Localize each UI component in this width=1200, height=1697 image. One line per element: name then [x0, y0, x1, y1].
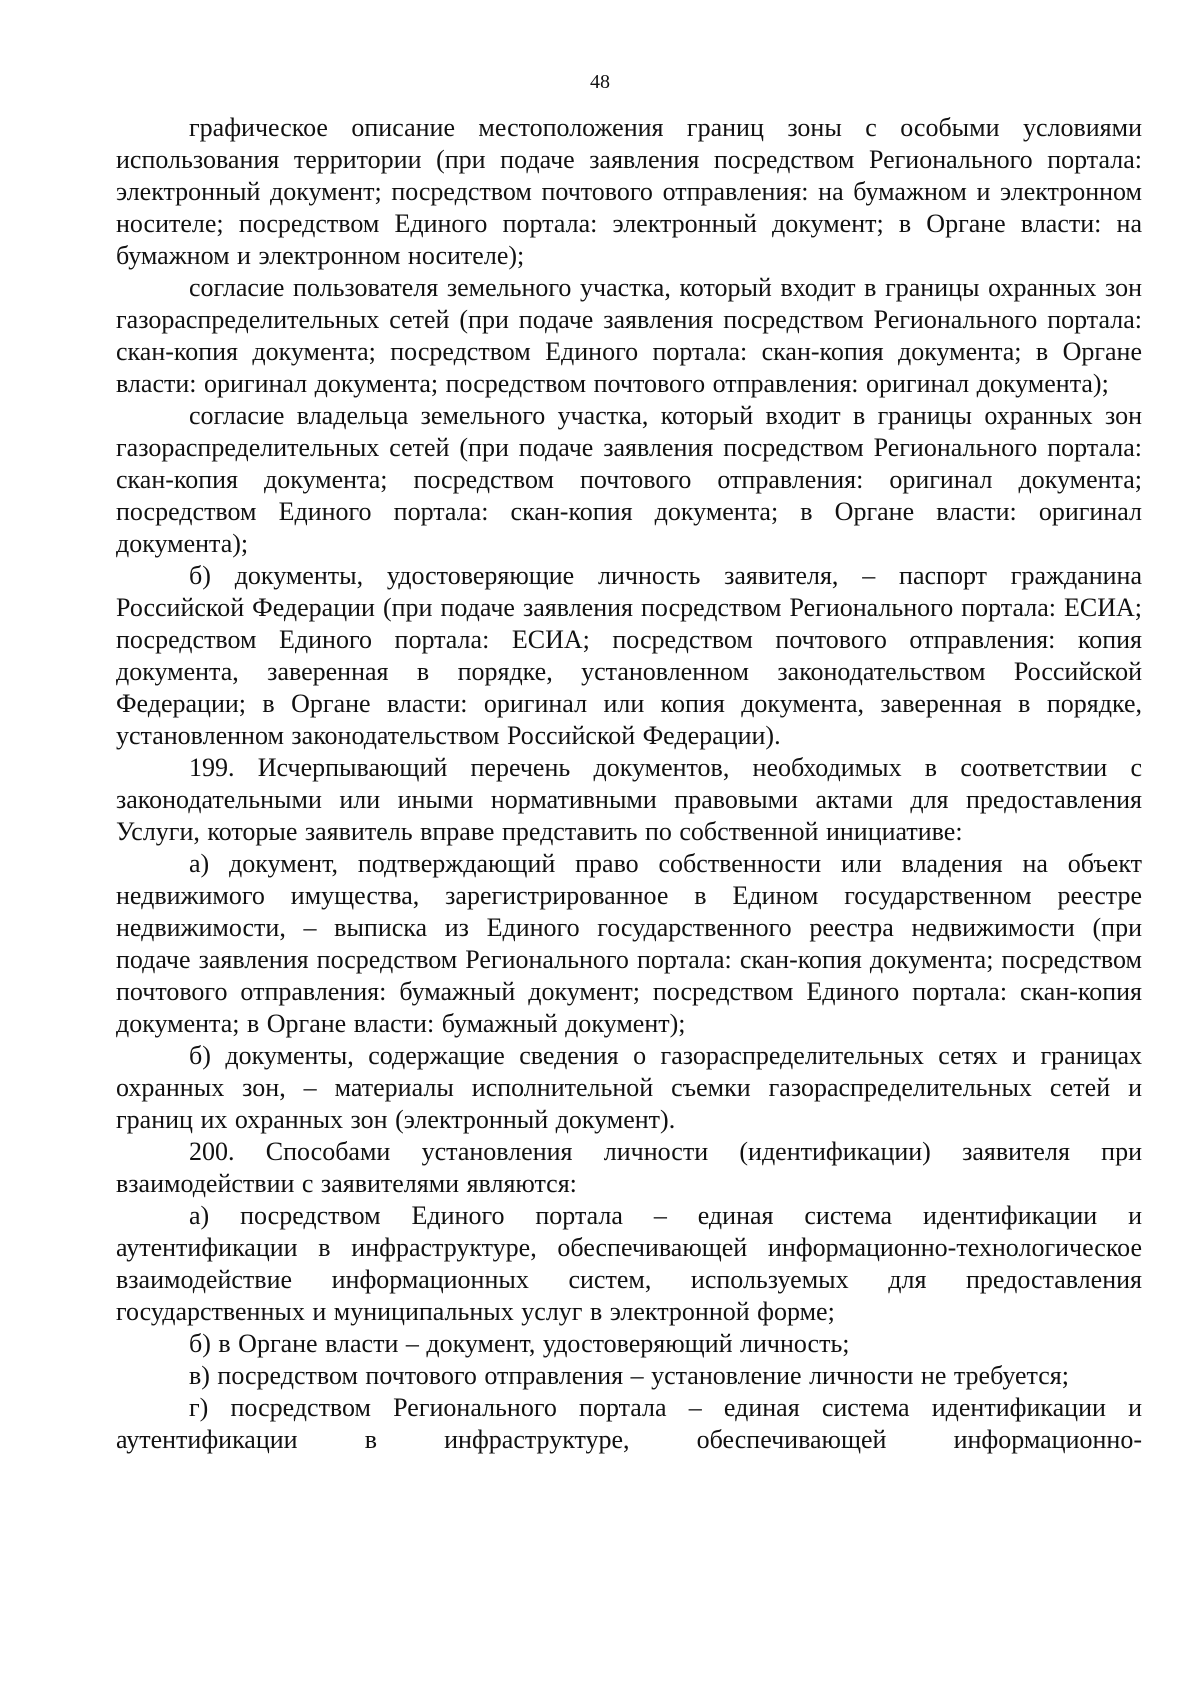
paragraph-gas-network-documents: б) документы, содержащие сведения о газораспределительных сетях и границах охранных зон, – материалы исполнительной съемки газораспределительных сетей и границ их охранных зон (электронный документ). — [116, 1041, 1142, 1134]
paragraph-ownership-document: а) документ, подтверждающий право собственности или владения на объект недвижимого имущества, зарегистрированное в Едином государственном реестре недвижимости, – выписка из Единого государственного реестра недвижимости (при подаче заявления посредством Регионального портала: скан-копия документа; посредством почтового отправления: бумажный документ; посредством Единого портала: скан-копия документа; в Органе власти: бумажный документ); — [116, 849, 1142, 1038]
paragraph-identity-documents: б) документы, удостоверяющие личность заявителя, – паспорт гражданина Российской Федерации (при подаче заявления посредством Регионального портала: ЕСИА; посредством Единого портала: ЕСИА; посредством почтового отправления: копия документа, заверенная в порядке, установленном законодательством Российской Федерации; в Органе власти: оригинал или копия документа, заверенная в порядке, установленном законодательством Российской Федерации). — [116, 561, 1142, 750]
paragraph-clause-199: 199. Исчерпывающий перечень документов, необходимых в соответствии с законодательными или иными нормативными правовыми актами для предоставления Услуги, которые заявитель вправе представить по собственной инициативе: — [116, 753, 1142, 846]
paragraph-regional-portal-identification: г) посредством Регионального портала – единая система идентификации и аутентификации в инфраструктуре, обеспечивающей информационно- — [116, 1393, 1142, 1454]
paragraph-graphic-description: графическое описание местоположения границ зоны с особыми условиями использования территории (при подаче заявления посредством Регионального портала: электронный документ; посредством почтового отправления: на бумажном и электронном носителе; посредством Единого портала: электронный документ; в Органе власти: на бумажном и электронном носителе); — [116, 113, 1142, 270]
paragraph-unified-portal-identification: а) посредством Единого портала – единая система идентификации и аутентификации в инфраструктуре, обеспечивающей информационно-технологическое взаимодействие информационных систем, используемых для предоставления государственных и муниципальных услуг в электронной форме; — [116, 1201, 1142, 1326]
paragraph-user-consent: согласие пользователя земельного участка, который входит в границы охранных зон газораспределительных сетей (при подаче заявления посредством Регионального портала: скан-копия документа; посредством Единого портала: скан-копия документа; в Органе власти: оригинал документа; посредством почтового отправления: оригинал документа); — [116, 273, 1142, 398]
page-number: 48 — [590, 71, 610, 93]
paragraph-clause-200: 200. Способами установления личности (идентификации) заявителя при взаимодействии с заявителями являются: — [116, 1137, 1142, 1198]
paragraph-postal-identification: в) посредством почтового отправления – установление личности не требуется; — [189, 1361, 1069, 1390]
paragraph-authority-identification: б) в Органе власти – документ, удостоверяющий личность; — [189, 1329, 850, 1358]
document-body — [116, 112, 1142, 1456]
paragraph-owner-consent: согласие владельца земельного участка, который входит в границы охранных зон газораспределительных сетей (при подаче заявления посредством Регионального портала: скан-копия документа; посредством почтового отправления: оригинал документа; посредством Единого портала: скан-копия документа; в Органе власти: оригинал документа); — [116, 401, 1142, 558]
